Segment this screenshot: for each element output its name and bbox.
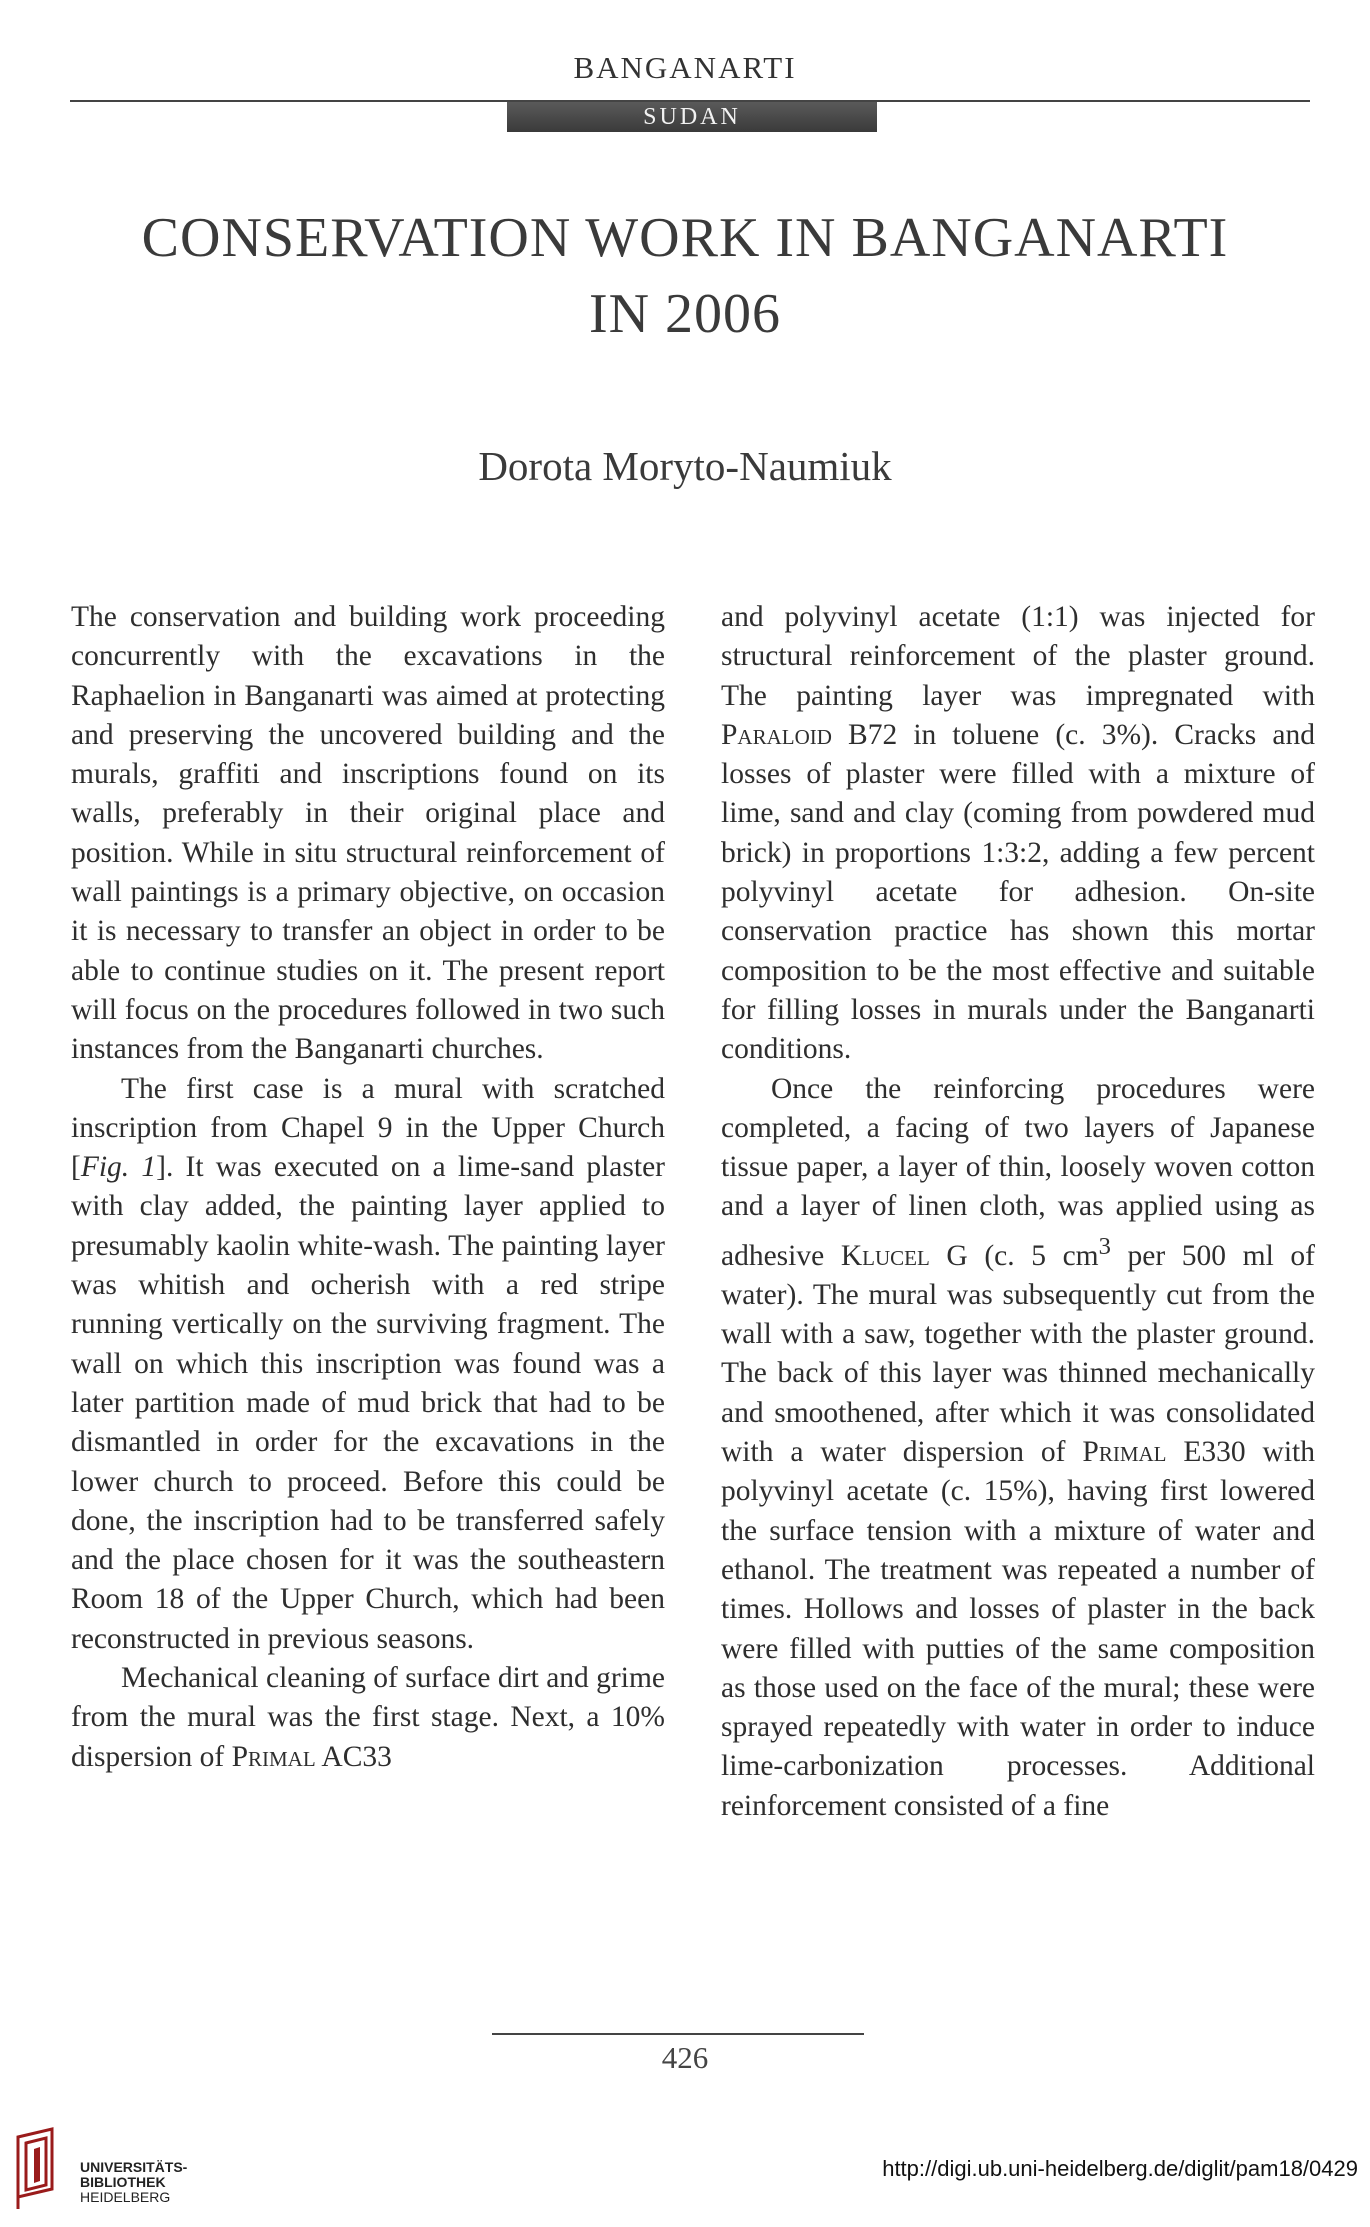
left-column: [71, 598, 665, 1777]
paragraph-facing: [721, 1070, 1315, 1826]
right-column: [721, 598, 1315, 1826]
paragraph-intro: The conservation and building work proceeding concurrently with the excavations in the Raphaelion in Banganarti was aimed at protecting and preserving the uncovered building and the murals, graffiti and inscriptions found on its walls, preferably in their original place and position. While in situ structural reinforcement of wall paintings is a primary objective, on occasion it is necessary to transfer an object in order to be able to continue studies on it. The present report will focus on the procedures followed in two such instances from the Banganarti churches.: [71, 601, 665, 1066]
section-label: SUDAN: [507, 102, 877, 132]
footer-rule: [492, 2033, 864, 2035]
article-title: [60, 200, 1310, 352]
text-run: AC33: [315, 1740, 392, 1773]
text-run: Once the reinforcing procedures were completed, a facing of two layers of Japanese tissue paper, a layer of thin, loosely woven cotton and a layer of linen cloth, was applied using as adhesive: [721, 1072, 1315, 1272]
page-number: 426: [661, 2040, 709, 2075]
title-line-1: CONSERVATION WORK IN BANGANARTI: [141, 207, 1229, 269]
figure-reference: Fig. 1: [80, 1151, 157, 1184]
product-name: Primal: [231, 1740, 316, 1773]
superscript: 3: [1098, 1232, 1111, 1260]
product-name: Paraloid: [721, 718, 832, 751]
text-run: ]. It was executed on a lime-sand plaster with clay added, the painting layer applied to presumably kaolin white-wash. The painting layer was whitish and ocherish with a red stripe running vertically on the surviving fragment. The wall on which this inscription was found was a later partition made of mud brick that had to be dismantled in order for the excavations in the lower church to proceed. Before this could be done, the inscription had to be transferred safely and the place chosen for it was the southeastern Room 18 of the Upper Church, which had been reconstructed in previous seasons.: [71, 1151, 665, 1655]
text-run: and polyvinyl acetate (1:1) was injected for structural reinforcement of the plaster ground. The painting layer was impregnated with: [721, 601, 1315, 712]
text-run: B72 in toluene (c. 3%). Cracks and losses of plaster were filled with a mixture of lime, sand and clay (coming from powdered mud brick) in proportions 1:3:2, adding a few percent polyvinyl acetate for adhesion. On-site conservation practice has shown this mortar composition to be the most effective and suitable for filling losses in murals under the Banganarti conditions.: [721, 718, 1315, 1066]
library-name: [80, 2160, 187, 2205]
source-url-link[interactable]: http://digi.ub.uni-heidelberg.de/diglit/pam18/0429: [882, 2156, 1358, 2181]
title-line-2: IN 2006: [588, 283, 782, 345]
running-head: BANGANARTI: [573, 50, 797, 85]
paragraph-cleaning: [71, 1659, 665, 1777]
library-line-3: HEIDELBERG: [80, 2189, 171, 2205]
text-run: per 500 ml of water). The mural was subsequently cut from the wall with a saw, together with the plaster ground. The back of this layer was thinned mechanically and smoothened, after which it was consolidated with a water dispersion of: [721, 1239, 1315, 1469]
text-run: G (c. 5 cm: [929, 1239, 1099, 1272]
library-line-1: UNIVERSITÄTS-: [80, 2159, 188, 2175]
paragraph-reinforcement: [721, 598, 1315, 1070]
text-run: E330 with polyvinyl acetate (c. 15%), having first lowered the surface tension with a mixture of water and ethanol. The treatment was repeated a number of times. Hollows and losses of plaster in the back were filled with putties of the same composition as those used on the face of the mural; these were sprayed repeatedly with water in order to induce lime-carbonization processes. Additional reinforcement consisted of a fine: [721, 1436, 1315, 1822]
text-run: The first case is a mural with scratched inscription from Chapel 9 in the Upper Church [: [71, 1072, 665, 1184]
product-name: Primal: [1082, 1436, 1167, 1469]
product-name: Klucel: [840, 1239, 930, 1272]
library-logo-icon: [12, 2127, 62, 2215]
article-author: Dorota Moryto-Naumiuk: [478, 443, 892, 489]
paragraph-first-case: [71, 1070, 665, 1659]
text-run: Mechanical cleaning of surface dirt and grime from the mural was the first stage. Next, a 10% dispersion of: [71, 1662, 665, 1773]
library-line-2: BIBLIOTHEK: [80, 2174, 166, 2190]
